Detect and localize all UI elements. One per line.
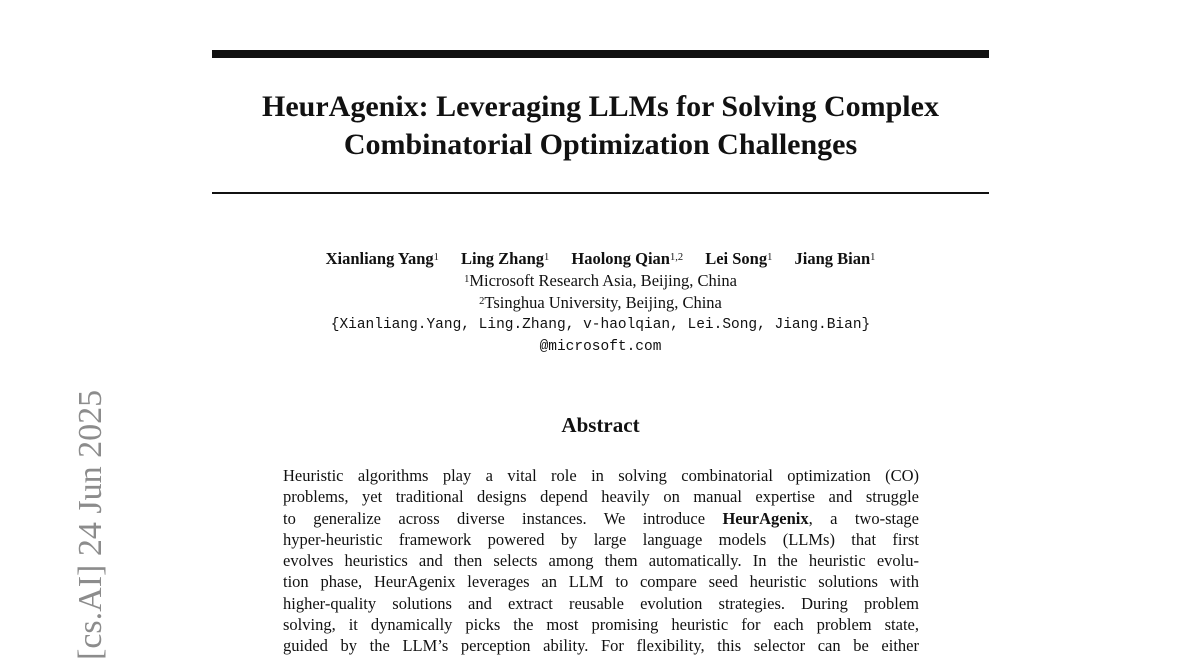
affiliation: $^2$Tsinghua University, Beijing, China <box>479 293 722 312</box>
title-line-1: HeurAgenix: Leveraging LLMs for Solving Complex <box>262 90 939 123</box>
paper-title <box>212 88 989 164</box>
author: Xianliang Yang$^1$ <box>325 249 439 268</box>
email-line-2: @microsoft.com <box>539 339 662 355</box>
abstract-line: tion phase, HeurAgenix leverages an LLM to compare seed heuristic solutions with <box>283 572 919 592</box>
author: Ling Zhang$^1$ <box>461 249 550 268</box>
abstract-text <box>283 465 919 657</box>
abstract-line: evolves heuristics and then selects among them automatically. In the heuristic evolu- <box>283 551 919 571</box>
abstract-line: guided by the LLM’s perception ability. For flexibility, this selector can be either <box>283 636 919 656</box>
affiliation: $^1$Microsoft Research Asia, Beijing, China <box>464 271 737 290</box>
abstract-line: Heuristic algorithms play a vital role in solving combinatorial optimization (CO) <box>283 466 919 485</box>
abstract-line: higher-quality solutions and extract reusable evolution strategies. During problem <box>283 593 919 613</box>
title-bottom-rule <box>212 192 989 194</box>
author: Jiang Bian$^1$ <box>794 249 876 268</box>
title-line-2: Combinatorial Optimization Challenges <box>343 128 858 161</box>
abstract-line: problems, yet traditional designs depend heavily on manual expertise and struggle <box>283 487 919 507</box>
author-list <box>212 248 989 270</box>
arxiv-stamp: [cs.AI] 24 Jun 2025 <box>72 389 109 660</box>
framework-name: HeurAgenix <box>722 508 809 528</box>
author-block <box>212 248 989 358</box>
abstract-heading: Abstract <box>561 413 640 437</box>
abstract-line: hyper-heuristic framework powered by large language models (LLMs) that first <box>283 529 919 549</box>
abstract-line: solving, it dynamically picks the most promising heuristic for each problem state, <box>283 615 919 635</box>
title-top-rule <box>212 50 989 58</box>
author: Lei Song$^1$ <box>705 249 773 268</box>
email-line-1: {Xianliang.Yang, Ling.Zhang, v-haolqian, Lei.Song, Jiang.Bian} <box>330 317 871 333</box>
abstract-line: to generalize across diverse instances. We introduce HeurAgenix, a two-stage <box>283 508 919 528</box>
author: Haolong Qian$^{1,2}$ <box>571 249 684 268</box>
